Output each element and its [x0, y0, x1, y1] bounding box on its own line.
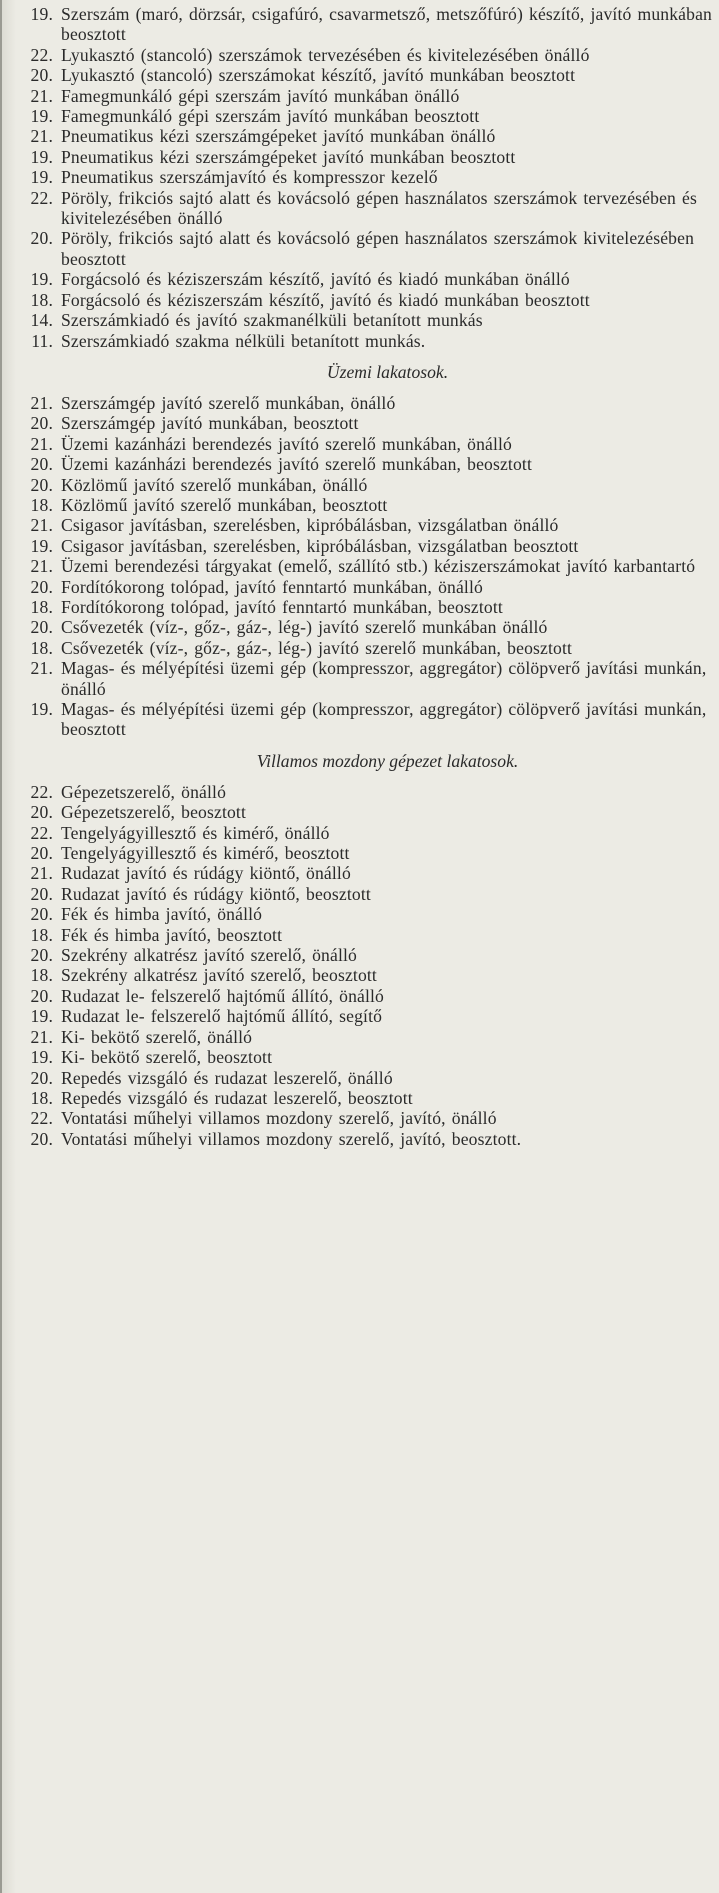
wage-category-number: 20.	[30, 843, 53, 864]
job-title-text: Csigasor javításban, szerelésben, kipróbálásban, vizsgálatban önálló	[61, 515, 559, 536]
job-title-text: Pöröly, frikciós sajtó alatt és kovácsoló gépen használatos szerszámok tervezésében és kivitelezésében önálló	[61, 187, 697, 229]
wage-category-number: 19.	[30, 1006, 53, 1027]
wage-category-number: 21.	[30, 1026, 53, 1047]
list-item	[22, 1006, 713, 1026]
list-item	[22, 147, 713, 167]
list-item	[22, 45, 713, 65]
wage-category-number: 19.	[30, 1047, 53, 1068]
list-item	[22, 4, 713, 45]
job-title-text: Szerszámkiadó szakma nélküli betanított munkás.	[61, 330, 426, 351]
wage-category-number: 18.	[30, 924, 53, 945]
job-title-text: Fordítókorong tolópad, javító fenntartó munkában, beosztott	[61, 596, 503, 617]
list-item	[22, 393, 713, 413]
job-title-text: Pneumatikus kézi szerszámgépeket javító munkában beosztott	[61, 146, 516, 167]
job-title-text: Gépezetszerelő, önálló	[61, 781, 227, 802]
wage-category-number: 20.	[30, 1067, 53, 1088]
list-item	[22, 126, 713, 146]
wage-category-number: 18.	[30, 637, 53, 658]
list-item	[22, 1108, 713, 1128]
wage-category-number: 21.	[30, 515, 53, 536]
job-title-text: Szekrény alkatrész javító szerelő, önálló	[61, 945, 357, 966]
list-item	[22, 577, 713, 597]
list-item	[22, 515, 713, 535]
job-title-text: Fordítókorong tolópad, javító fenntartó munkában, önálló	[61, 576, 483, 597]
job-title-text: Rudazat le- felszerelő hajtómű állító, segítő	[61, 1006, 383, 1027]
list-item	[22, 782, 713, 802]
wage-category-number: 20.	[30, 228, 53, 249]
list-item	[22, 1088, 713, 1108]
section-heading-villamos-mozdony: Villamos mozdony gépezet lakatosok.	[256, 750, 519, 771]
wage-category-number: 21.	[30, 126, 53, 147]
wage-category-number: 20.	[30, 65, 53, 86]
list-item	[22, 843, 713, 863]
wage-category-number: 22.	[30, 822, 53, 843]
wage-category-number: 21.	[30, 433, 53, 454]
list-item	[22, 495, 713, 515]
wage-category-number: 20.	[30, 904, 53, 925]
list-item	[22, 986, 713, 1006]
list-item	[22, 597, 713, 617]
job-title-text: Forgácsoló és kéziszerszám készítő, javító és kiadó munkában beosztott	[61, 289, 590, 310]
job-title-text: Ki- bekötő szerelő, beosztott	[61, 1047, 273, 1068]
wage-category-number: 20.	[30, 617, 53, 638]
wage-category-number: 18.	[30, 289, 53, 310]
list-item	[22, 823, 713, 843]
list-item	[22, 269, 713, 289]
list-item	[22, 536, 713, 556]
job-title-text: Pöröly, frikciós sajtó alatt és kovácsoló gépen használatos szerszámok kivitelezésében beosztott	[61, 228, 695, 269]
wage-category-number: 20.	[30, 1128, 53, 1149]
wage-category-number: 18.	[30, 965, 53, 986]
list-item	[22, 945, 713, 965]
list-item	[22, 188, 713, 229]
job-title-text: Csigasor javításban, szerelésben, kipróbálásban, vizsgálatban beosztott	[61, 535, 579, 556]
wage-category-number: 20.	[30, 576, 53, 597]
job-title-text: Szerszámgép javító munkában, beosztott	[61, 413, 359, 434]
job-title-text: Rudazat javító és rúdágy kiöntő, beosztott	[61, 883, 371, 904]
wage-category-number: 22.	[30, 1108, 53, 1129]
list-item	[22, 1047, 713, 1067]
list-item	[22, 904, 713, 924]
wage-category-number: 22.	[30, 781, 53, 802]
job-title-text: Csővezeték (víz-, gőz-, gáz-, lég-) javító szerelő munkában, beosztott	[61, 637, 573, 658]
job-title-text: Tengelyágyillesztő és kimérő, önálló	[61, 822, 330, 843]
list-item	[22, 1129, 713, 1149]
job-title-text: Famegmunkáló gépi szerszám javító munkában beosztott	[61, 106, 480, 127]
list-item	[22, 884, 713, 904]
wage-category-number: 14.	[30, 310, 53, 331]
list-item	[22, 1068, 713, 1088]
wage-category-number: 19.	[30, 535, 53, 556]
job-title-text: Magas- és mélyépítési üzemi gép (kompresszor, aggregátor) cölöpverő javítási munkán, beosztott	[61, 699, 707, 740]
wage-category-number: 20.	[30, 883, 53, 904]
wage-category-number: 21.	[30, 85, 53, 106]
wage-category-number: 11.	[31, 330, 53, 351]
list-item	[22, 310, 713, 330]
wage-category-number: 21.	[30, 863, 53, 884]
section-uzemi-lakatosok	[22, 393, 713, 740]
job-title-text: Közlömű javító szerelő munkában, önálló	[61, 474, 368, 495]
job-title-text: Üzemi kazánházi berendezés javító szerelő munkában, beosztott	[61, 454, 532, 475]
wage-category-number: 22.	[30, 187, 53, 208]
list-item	[22, 658, 713, 699]
list-item	[22, 699, 713, 740]
wage-category-number: 18.	[30, 494, 53, 515]
wage-category-number: 19.	[30, 167, 53, 188]
wage-category-number: 20.	[30, 474, 53, 495]
job-title-text: Pneumatikus szerszámjavító és kompresszor kezelő	[61, 167, 438, 188]
job-title-text: Közlömű javító szerelő munkában, beosztott	[61, 494, 388, 515]
list-item	[22, 638, 713, 658]
job-title-text: Forgácsoló és kéziszerszám készítő, javító és kiadó munkában önálló	[61, 269, 570, 290]
job-title-text: Rudazat javító és rúdágy kiöntő, önálló	[61, 863, 351, 884]
section-heading-uzemi-lakatosok: Üzemi lakatosok.	[326, 361, 449, 382]
job-title-text: Ki- bekötő szerelő, önálló	[61, 1026, 253, 1047]
job-title-text: Szerszámkiadó és javító szakmanélküli betanított munkás	[61, 310, 483, 331]
job-title-text: Vontatási műhelyi villamos mozdony szerelő, javító, beosztott.	[61, 1128, 522, 1149]
job-title-text: Fék és himba javító, beosztott	[61, 924, 283, 945]
wage-category-number: 20.	[30, 413, 53, 434]
job-title-text: Lyukasztó (stancoló) szerszámok tervezésében és kivitelezésében önálló	[61, 44, 590, 65]
list-item	[22, 802, 713, 822]
section-tools	[22, 4, 713, 351]
job-title-text: Üzemi kazánházi berendezés javító szerelő munkában, önálló	[61, 433, 512, 454]
job-title-text: Szerszámgép javító szerelő munkában, önálló	[61, 392, 396, 413]
list-item	[22, 556, 713, 576]
wage-category-number: 20.	[30, 985, 53, 1006]
wage-category-number: 18.	[30, 596, 53, 617]
wage-category-number: 20.	[30, 802, 53, 823]
wage-category-number: 19.	[30, 699, 53, 719]
job-title-text: Csővezeték (víz-, gőz-, gáz-, lég-) javító szerelő munkában önálló	[61, 617, 548, 638]
list-item	[22, 617, 713, 637]
job-title-text: Vontatási műhelyi villamos mozdony szerelő, javító, önálló	[61, 1108, 497, 1129]
list-item	[22, 965, 713, 985]
list-item	[22, 475, 713, 495]
job-title-text: Lyukasztó (stancoló) szerszámokat készítő, javító munkában beosztott	[61, 65, 576, 86]
job-title-text: Rudazat le- felszerelő hajtómű állító, önálló	[61, 985, 385, 1006]
wage-category-number: 21.	[30, 658, 53, 679]
wage-category-number: 21.	[30, 556, 53, 577]
list-item	[22, 925, 713, 945]
job-title-text: Szerszám (maró, dörzsár, csigafúró, csavarmetsző, metszőfúró) készítő, javító munkában beosztott	[61, 4, 712, 45]
job-title-text: Pneumatikus kézi szerszámgépeket javító munkában önálló	[61, 126, 496, 147]
wage-category-number: 21.	[30, 392, 53, 413]
job-title-text: Gépezetszerelő, beosztott	[61, 802, 247, 823]
job-title-text: Fék és himba javító, önálló	[61, 904, 263, 925]
section-villamos-mozdony	[22, 782, 713, 1149]
wage-category-number: 19.	[30, 4, 53, 24]
job-title-text: Famegmunkáló gépi szerszám javító munkában önálló	[61, 85, 460, 106]
wage-category-number: 19.	[30, 269, 53, 290]
job-title-text: Magas- és mélyépítési üzemi gép (kompresszor, aggregátor) cölöpverő javítási munkán, önálló	[61, 658, 707, 699]
job-title-text: Repedés vizsgáló és rudazat leszerelő, önálló	[61, 1067, 393, 1088]
wage-category-number: 22.	[30, 44, 53, 65]
wage-category-number: 19.	[30, 106, 53, 127]
job-title-text: Szekrény alkatrész javító szerelő, beosztott	[61, 965, 377, 986]
wage-category-number: 20.	[30, 945, 53, 966]
list-item	[22, 106, 713, 126]
list-item	[22, 863, 713, 883]
list-item	[22, 454, 713, 474]
list-item	[22, 65, 713, 85]
list-item	[22, 331, 713, 351]
job-title-text: Üzemi berendezési tárgyakat (emelő, szállító stb.) kéziszerszámokat javító karbantartó	[61, 556, 696, 577]
list-item	[22, 228, 713, 269]
wage-category-number: 19.	[30, 146, 53, 167]
wage-category-number: 18.	[30, 1087, 53, 1108]
list-item	[22, 1027, 713, 1047]
list-item	[22, 413, 713, 433]
list-item	[22, 290, 713, 310]
list-item	[22, 86, 713, 106]
job-title-text: Tengelyágyillesztő és kimérő, beosztott	[61, 843, 350, 864]
job-title-text: Repedés vizsgáló és rudazat leszerelő, beosztott	[61, 1087, 413, 1108]
list-item	[22, 434, 713, 454]
wage-category-number: 20.	[30, 454, 53, 475]
list-item	[22, 167, 713, 187]
